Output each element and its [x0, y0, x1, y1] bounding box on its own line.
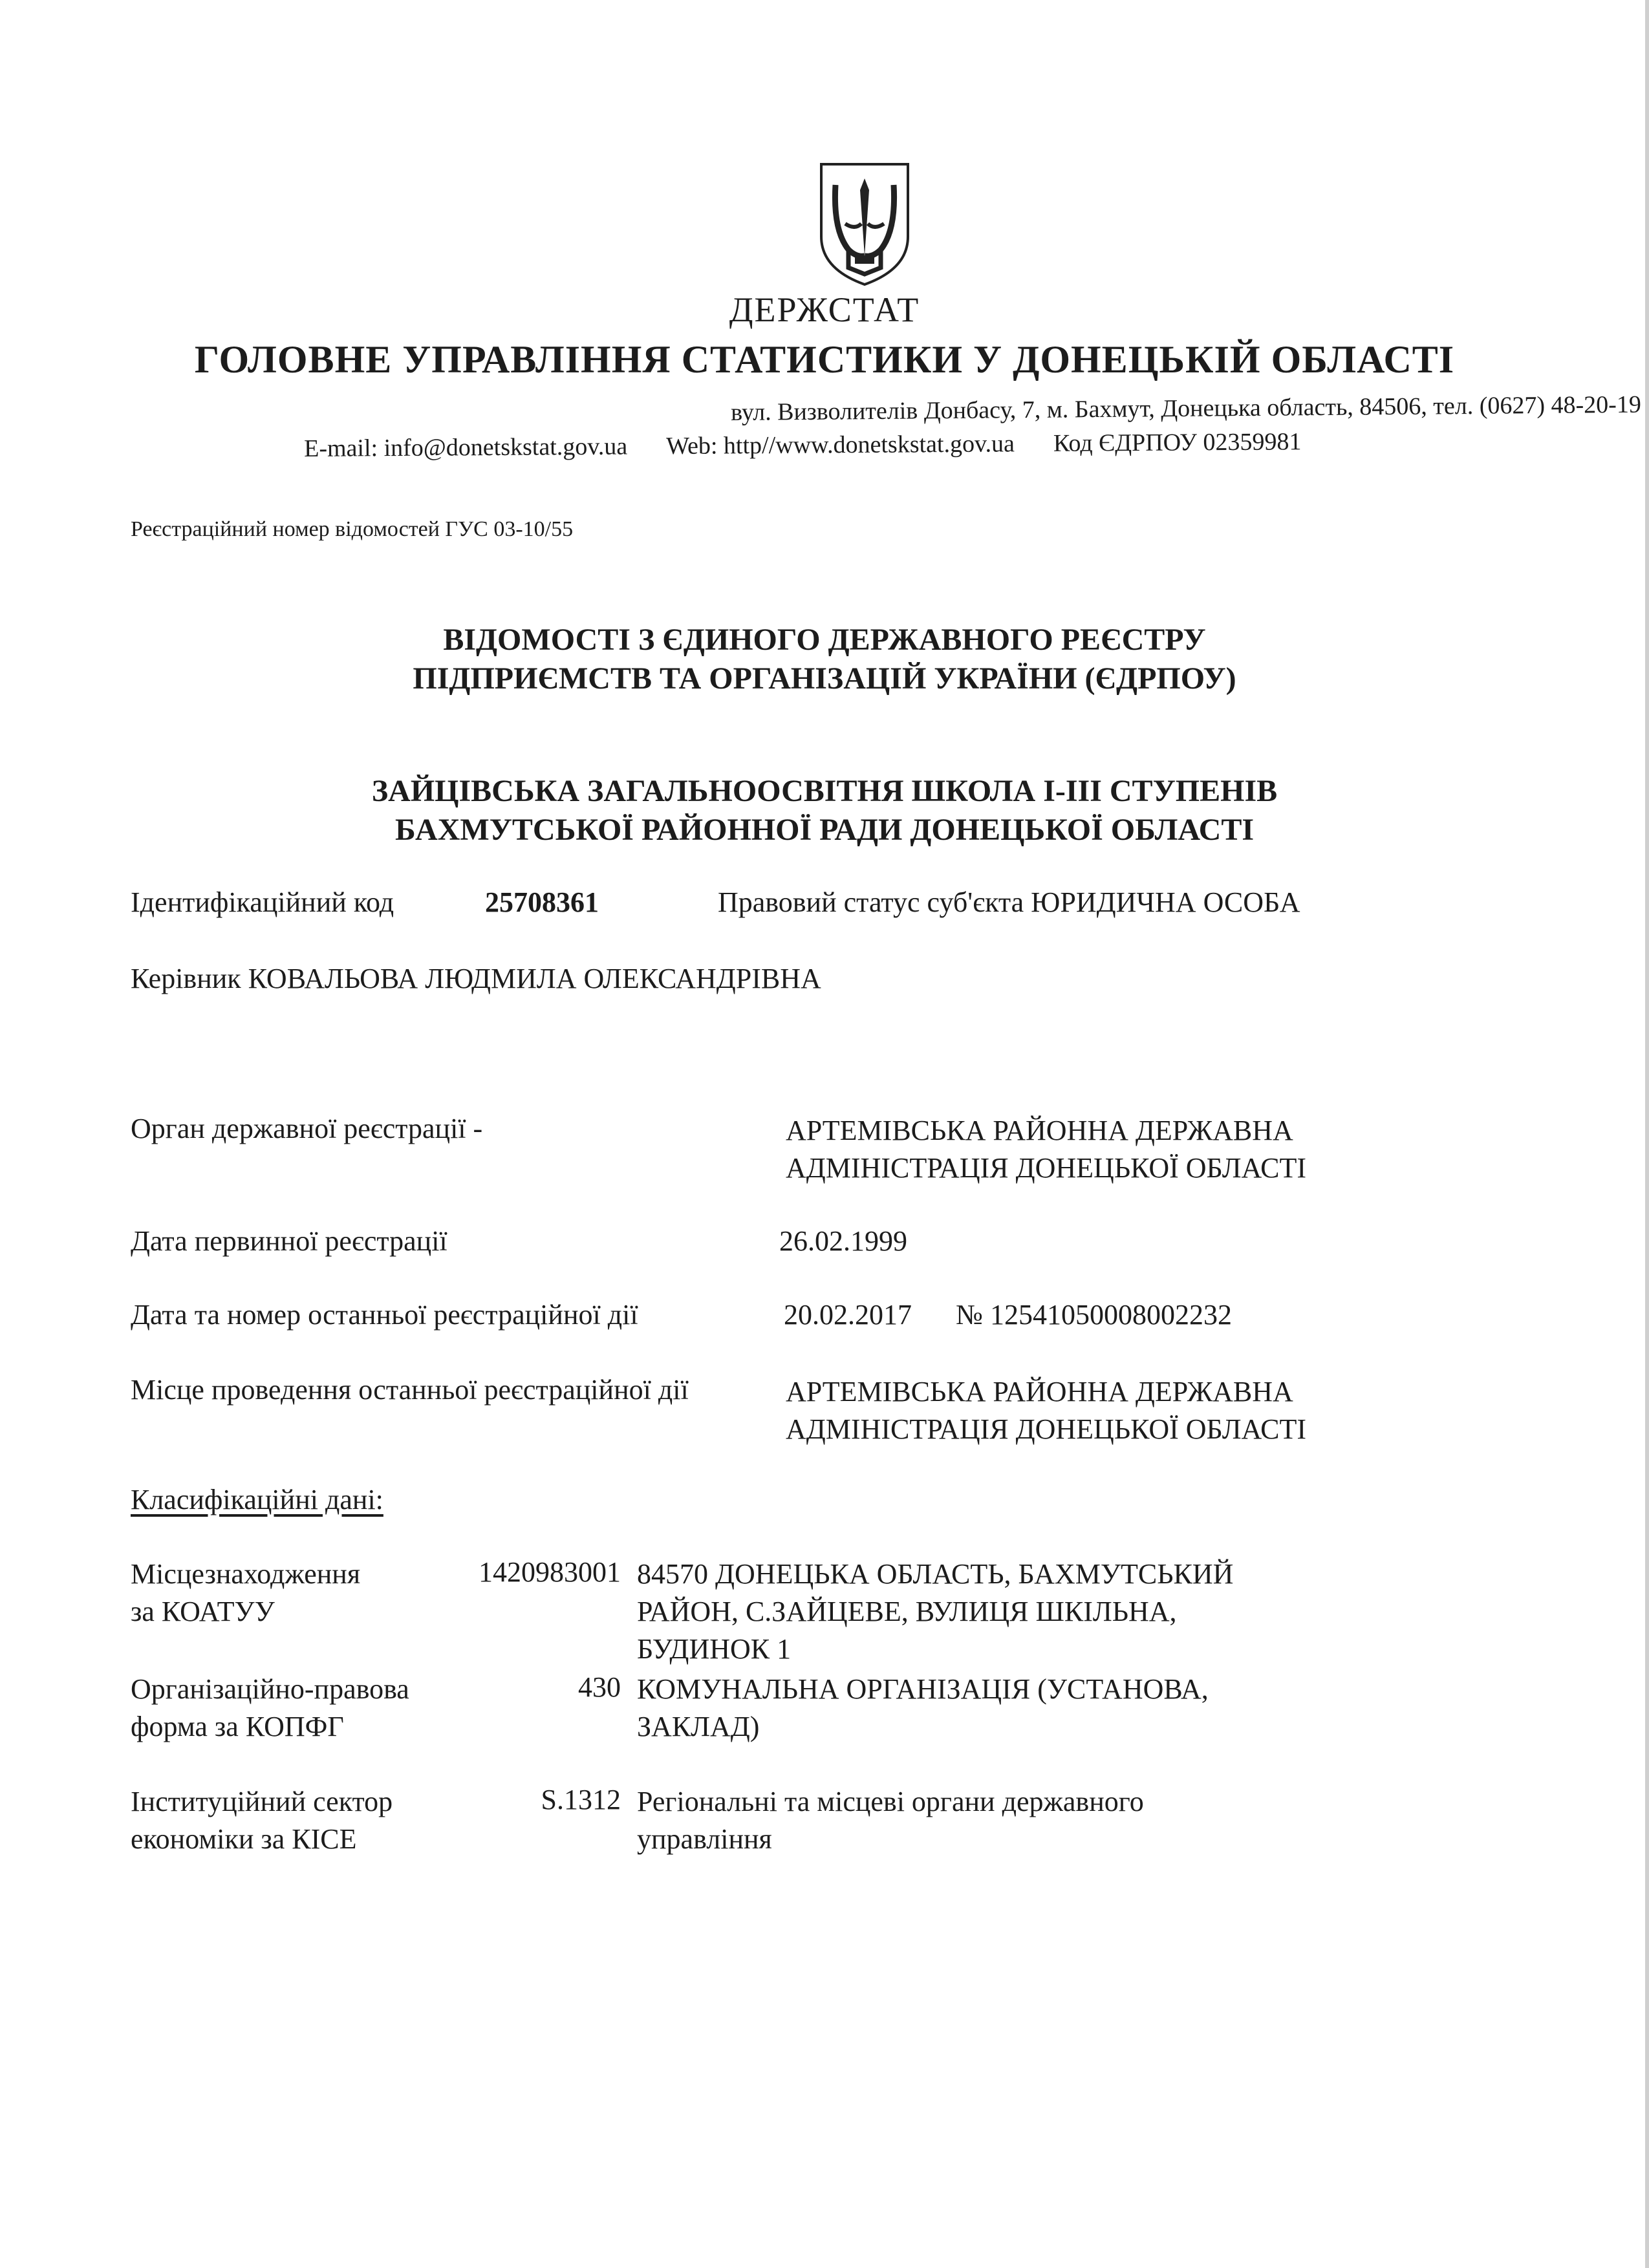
office-address: вул. Визволителів Донбасу, 7, м. Бахмут, Донецька область, 84506, тел. (0627) 48-20-19 [731, 390, 1642, 426]
organization-name-line2: БАХМУТСЬКОЇ РАЙОННОЇ РАДИ ДОНЕЦЬКОЇ ОБЛАСТІ [394, 813, 1255, 847]
office-edrpou: Код ЄДРПОУ 02359981 [1053, 428, 1302, 457]
koatuu-label: Місцезнаходження за КОАТУУ [131, 1558, 361, 1627]
kise-value: Регіональні та місцеві органи державного управління [637, 1786, 1144, 1855]
primary-registration-date-value: 26.02.1999 [779, 1225, 907, 1257]
id-code-value: 25708361 [485, 886, 599, 918]
koatuu-value: 84570 ДОНЕЦЬКА ОБЛАСТЬ, БАХМУТСЬКИЙ РАЙОН, С.ЗАЙЦЕВЕ, ВУЛИЦЯ ШКІЛЬНА, БУДИНОК 1 [637, 1558, 1234, 1665]
kopfg-code: 430 [578, 1671, 621, 1703]
agency-name: ДЕРЖСТАТ [729, 290, 920, 329]
office-name: ГОЛОВНЕ УПРАВЛІННЯ СТАТИСТИКИ У ДОНЕЦЬКІЙ ОБЛАСТІ [194, 338, 1455, 381]
last-registration-action-label: Дата та номер останньої реєстраційної дії [131, 1299, 638, 1331]
classification-heading: Класифікаційні дані: [131, 1484, 383, 1515]
legal-status: Правовий статус суб'єкта ЮРИДИЧНА ОСОБА [718, 886, 1300, 918]
office-email: E-mail: info@donetskstat.gov.ua [304, 433, 628, 462]
last-action-place-value: АРТЕМІВСЬКА РАЙОННА ДЕРЖАВНА АДМІНІСТРАЦІЯ ДОНЕЦЬКОЇ ОБЛАСТІ [786, 1376, 1307, 1445]
last-action-place-label: Місце проведення останньої реєстраційної дії [131, 1374, 689, 1406]
last-registration-action-number: № 12541050008002232 [956, 1299, 1232, 1331]
last-registration-action-date: 20.02.2017 [784, 1299, 912, 1331]
id-code-label: Ідентифікаційний код [131, 886, 394, 918]
registration-body-value: АРТЕМІВСЬКА РАЙОННА ДЕРЖАВНА АДМІНІСТРАЦІЯ ДОНЕЦЬКОЇ ОБЛАСТІ [786, 1115, 1307, 1184]
registration-body-label: Орган державної реєстрації - [131, 1113, 483, 1144]
office-contacts [304, 427, 1302, 463]
trident-emblem-icon [816, 159, 913, 288]
kopfg-value: КОМУНАЛЬНА ОРГАНІЗАЦІЯ (УСТАНОВА, ЗАКЛАД) [637, 1673, 1209, 1742]
office-website: Web: http//www.donetskstat.gov.ua [666, 430, 1015, 460]
registration-number: Реєстраційний номер відомостей ГУС 03-10/55 [131, 517, 574, 541]
document-title-line2: ПІДПРИЄМСТВ ТА ОРГАНІЗАЦІЙ УКРАЇНИ (ЄДРПОУ) [413, 661, 1236, 696]
manager-name: Керівник КОВАЛЬОВА ЛЮДМИЛА ОЛЕКСАНДРІВНА [131, 963, 821, 994]
document-title-line1: ВІДОМОСТІ З ЄДИНОГО ДЕРЖАВНОГО РЕЄСТРУ [443, 623, 1206, 657]
kise-label: Інституційний сектор економіки за КІСЕ [131, 1786, 393, 1855]
primary-registration-date-label: Дата первинної реєстрації [131, 1225, 447, 1257]
kise-code: S.1312 [541, 1784, 621, 1815]
koatuu-code: 1420983001 [479, 1556, 621, 1588]
organization-name-line1: ЗАЙЦІВСЬКА ЗАГАЛЬНООСВІТНЯ ШКОЛА І-ІІІ СТУПЕНІВ [371, 774, 1278, 808]
kopfg-label: Організаційно-правова форма за КОПФГ [131, 1673, 409, 1742]
